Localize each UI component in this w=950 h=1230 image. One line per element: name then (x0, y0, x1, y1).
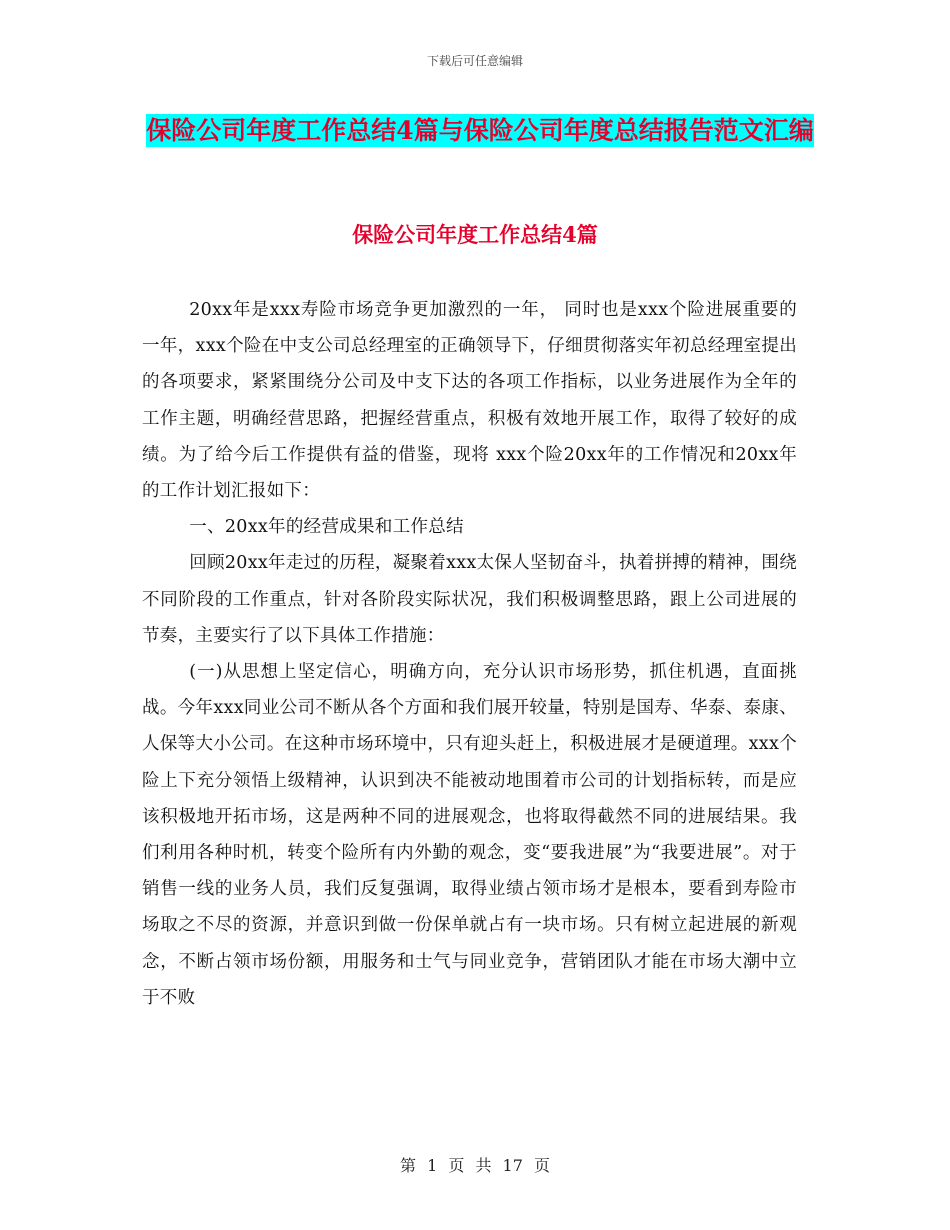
document-body (142, 292, 797, 1016)
body-paragraph: 20xx年是xxx寿险市场竞争更加激烈的一年， 同时也是xxx个险进展重要的一年，xxx个险在中支公司总经理室的正确领导下，仔细贯彻落实年初总经理室提出的各项要求，紧紧围绕分公司及中支下达的各项工作指标，以业务进展作为全年的工作主题，明确经营思路，把握经营重点，积极有效地开展工作，取得了较好的成绩。为了给今后工作提供有益的借鉴，现将 xxx个险20xx年的工作情况和20xx年的工作计划汇报如下： (142, 300, 797, 502)
subsection-heading: 一、20xx年的经营成果和工作总结 (189, 517, 464, 538)
body-paragraph: 回顾20xx年走过的历程，凝聚着xxx太保人坚韧奋斗，执着拼搏的精神，围绕不同阶段的工作重点，针对各阶段实际状况，我们积极调整思路，跟上公司进展的节奏，主要实行了以下具体工作措施： (142, 553, 797, 646)
section-title: 保险公司年度工作总结4篇 (352, 222, 598, 247)
header-note: 下载后可任意编辑 (426, 54, 523, 68)
document-title-text: 保险公司年度工作总结4篇与保险公司年度总结报告范文汇编 (146, 116, 814, 145)
document-title (140, 108, 820, 154)
page-footer: 第 1 页 共 17 页 (400, 1156, 550, 1175)
body-paragraph: (一)从思想上坚定信心，明确方向，充分认识市场形势，抓住机遇，直面挑战。今年xxx同业公司不断从各个方面和我们展开较量，特别是国寿、华泰、泰康、人保等大小公司。在这种市场环境中，只有迎头赶上，积极进展才是硬道理。xxx个险上下充分领悟上级精神，认识到决不能被动地围着市公司的计划指标转，而是应该积极地开拓市场，这是两种不同的进展观念，也将取得截然不同的进展结果。我们利用各种时机，转变个险所有内外勤的观念，变“要我进展”为“我要进展”。对于销售一线的业务人员，我们反复强调，取得业绩占领市场才是根本，要看到寿险市场取之不尽的资源，并意识到做一份保单就占有一块市场。只有树立起进展的新观念，不断占领市场份额，用服务和士气与同业竞争，营销团队才能在市场大潮中立于不败 (142, 662, 797, 1008)
